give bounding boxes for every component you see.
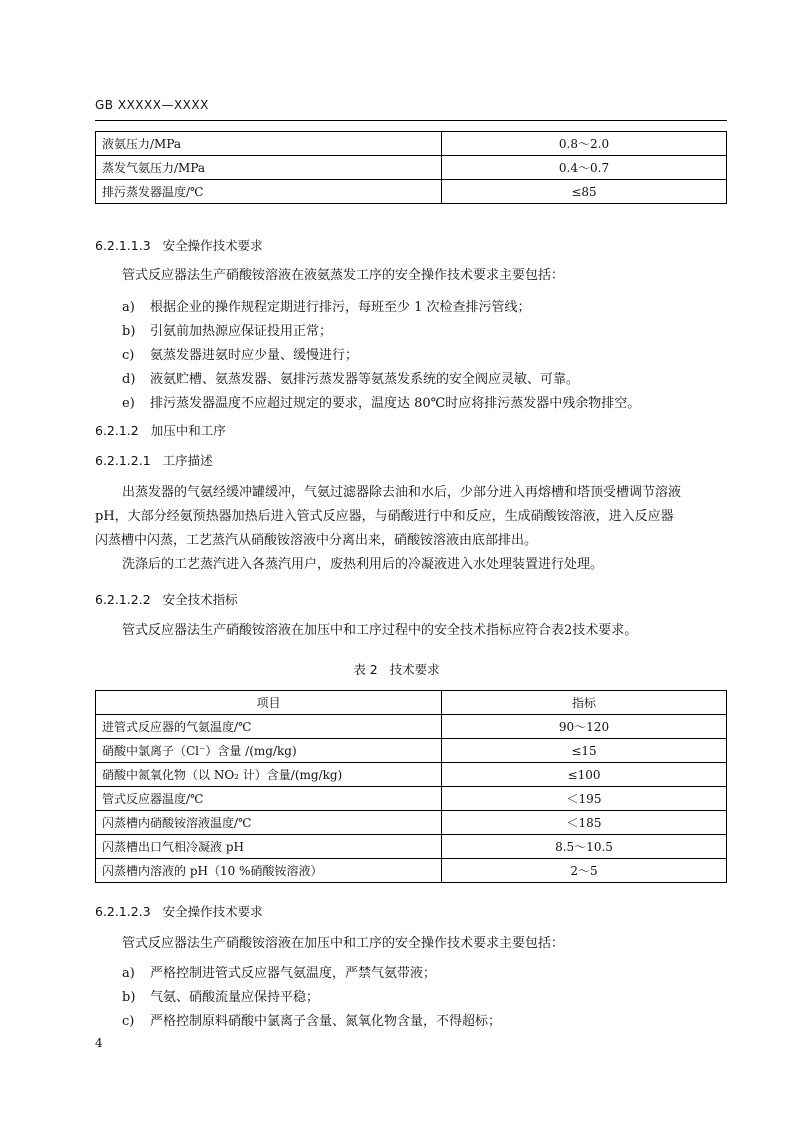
list-item — [122, 986, 319, 1005]
list-text: 引氨前加热源应保证投用正常； — [150, 324, 333, 339]
paragraph: 管式反应器法生产硝酸铵溶液在加压中和工序的安全操作技术要求主要包括： — [122, 936, 565, 951]
list-text: 气氨、硝酸流量应保持平稳； — [150, 990, 320, 1005]
table-row — [96, 156, 727, 180]
table-header-value: 指标 — [442, 691, 727, 715]
section-heading-6-2-1-2-3 — [95, 902, 263, 920]
list-marker: e) — [122, 396, 135, 411]
list-marker: a) — [122, 300, 135, 315]
table-cell-item: 进管式反应器的气氨温度/℃ — [96, 715, 442, 739]
table-cell-item: 闪蒸槽内硝酸铵溶液温度/℃ — [96, 811, 442, 835]
paragraph-line: 闪蒸槽中闪蒸，工艺蒸汽从硝酸铵溶液中分离出来，硝酸铵溶液由底部排出。 — [95, 533, 538, 548]
table-row — [96, 763, 727, 787]
table-cell-item: 闪蒸槽内溶液的 pH（10 %硝酸铵溶液） — [96, 859, 442, 883]
table-cell-item: 排污蒸发器温度/℃ — [96, 180, 442, 204]
table-row — [96, 787, 727, 811]
table-cell-value: ≤100 — [442, 763, 727, 787]
table-2 — [95, 690, 727, 883]
table-cell-item: 硝酸中氯离子（Cl⁻）含量 /(mg/kg) — [96, 739, 442, 763]
section-heading-6-2-1-1-3 — [95, 236, 263, 254]
list-marker: b) — [122, 324, 136, 339]
paragraph: 管式反应器法生产硝酸铵溶液在液氨蒸发工序的安全操作技术要求主要包括： — [122, 268, 565, 283]
list-marker: d) — [122, 372, 136, 387]
table-caption-title: 技术要求 — [389, 662, 440, 677]
table-cell-item: 管式反应器温度/℃ — [96, 787, 442, 811]
list-item — [122, 368, 579, 387]
list-item — [122, 1010, 501, 1029]
table-cell-value: 90～120 — [442, 715, 727, 739]
paragraph: 管式反应器法生产硝酸铵溶液在加压中和工序过程中的安全技术指标应符合表2技术要求。 — [122, 623, 638, 638]
table-caption-number: 表 2 — [353, 662, 378, 677]
list-marker: a) — [122, 966, 135, 981]
section-heading-6-2-1-2 — [95, 421, 226, 439]
section-number: 6.2.1.2.3 — [95, 904, 151, 919]
table-cell-item: 硝酸中氮氧化物（以 NO₂ 计）含量/(mg/kg) — [96, 763, 442, 787]
list-text: 液氨贮槽、氨蒸发器、氨排污蒸发器等氨蒸发系统的安全阀应灵敏、可靠。 — [150, 372, 580, 387]
list-text: 严格控制进管式反应器气氨温度，严禁气氨带液； — [150, 966, 437, 981]
paragraph: 洗涤后的工艺蒸汽进入各蒸汽用户，废热利用后的冷凝液进入水处理装置进行处理。 — [122, 557, 604, 572]
section-heading-6-2-1-2-1 — [95, 451, 213, 469]
list-item — [122, 296, 531, 315]
section-number: 6.2.1.2 — [95, 423, 139, 438]
table-row — [96, 715, 727, 739]
table-cell-value: ＜185 — [442, 811, 727, 835]
section-title: 安全操作技术要求 — [162, 238, 263, 253]
header-rule — [95, 120, 727, 121]
section-title: 工序描述 — [162, 453, 213, 468]
table-row — [96, 132, 727, 156]
page-number: 4 — [95, 1036, 103, 1050]
paragraph-line: 出蒸发器的气氨经缓冲罐缓冲，气氨过滤器除去油和水后，少部分进入再熔槽和塔顶受槽调节溶液 — [122, 485, 682, 500]
table-row — [96, 835, 727, 859]
list-text: 严格控制原料硝酸中氯离子含量、氮氧化物含量，不得超标； — [150, 1014, 502, 1029]
table-caption — [0, 660, 793, 678]
list-marker: c) — [122, 1014, 135, 1029]
table-cell-value: 8.5～10.5 — [442, 835, 727, 859]
table-cell-item: 液氨压力/MPa — [96, 132, 442, 156]
table-cell-value: ≤15 — [442, 739, 727, 763]
list-item — [122, 392, 640, 411]
list-text: 氨蒸发器进氨时应少量、缓慢进行； — [150, 348, 359, 363]
section-number: 6.2.1.2.1 — [95, 453, 151, 468]
list-item — [122, 962, 436, 981]
table-cell-item: 蒸发气氨压力/MPa — [96, 156, 442, 180]
section-title: 安全技术指标 — [162, 592, 238, 607]
list-item — [122, 344, 358, 363]
list-marker: b) — [122, 990, 136, 1005]
section-number: 6.2.1.2.2 — [95, 592, 151, 607]
table-header-row — [96, 691, 727, 715]
section-title: 安全操作技术要求 — [162, 904, 263, 919]
list-text: 根据企业的操作规程定期进行排污，每班至少 1 次检查排污管线； — [150, 300, 531, 315]
table-cell-item: 闪蒸槽出口气相冷凝液 pH — [96, 835, 442, 859]
list-marker: c) — [122, 348, 135, 363]
section-title: 加压中和工序 — [150, 423, 226, 438]
list-text: 排污蒸发器温度不应超过规定的要求，温度达 80℃时应将排污蒸发器中残余物排空。 — [150, 396, 641, 411]
table-1 — [95, 131, 727, 204]
section-number: 6.2.1.1.3 — [95, 238, 151, 253]
table-cell-value: 0.4～0.7 — [442, 156, 727, 180]
table-cell-value: 0.8～2.0 — [442, 132, 727, 156]
table-cell-value: ＜195 — [442, 787, 727, 811]
document-code: GB XXXXX—XXXX — [95, 98, 209, 112]
table-cell-value: ≤85 — [442, 180, 727, 204]
table-row — [96, 811, 727, 835]
table-row — [96, 859, 727, 883]
table-row — [96, 739, 727, 763]
table-cell-value: 2～5 — [442, 859, 727, 883]
list-item — [122, 320, 332, 339]
paragraph-line: pH，大部分经氨预热器加热后进入管式反应器，与硝酸进行中和反应，生成硝酸铵溶液，进入反应器 — [95, 509, 674, 524]
section-heading-6-2-1-2-2 — [95, 590, 238, 608]
table-row — [96, 180, 727, 204]
table-header-item: 项目 — [96, 691, 442, 715]
